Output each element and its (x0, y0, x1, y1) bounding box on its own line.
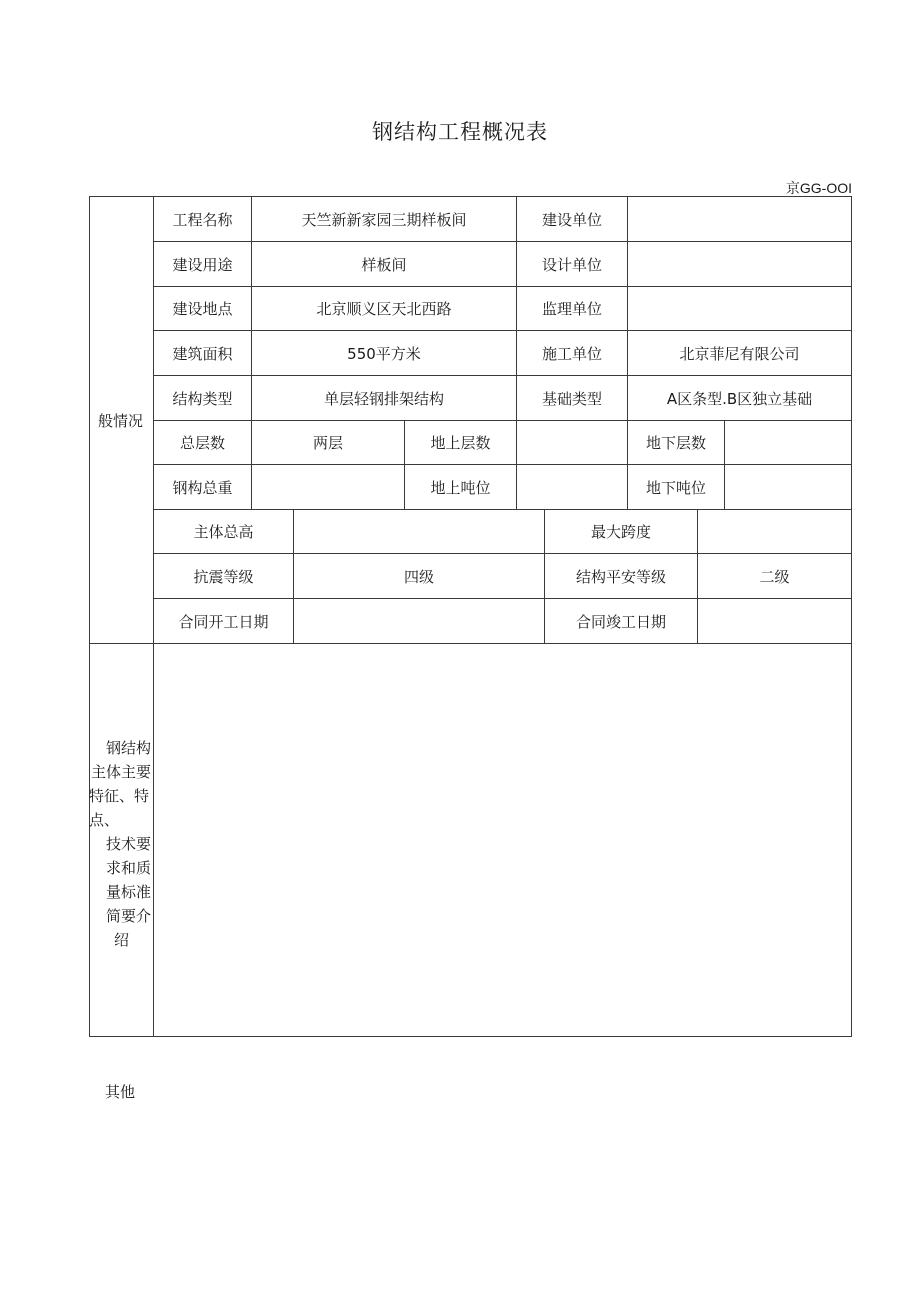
value-area[interactable]: 550平方米 (347, 344, 421, 363)
value-completion-date[interactable] (698, 599, 851, 643)
overview-table (89, 196, 852, 1037)
label-steel-weight: 钢构总重 (172, 478, 233, 497)
value-seismic-grade[interactable]: 四级 (403, 567, 434, 586)
value-above-floors[interactable] (517, 421, 627, 464)
label-seismic-grade: 抗震等级 (193, 567, 254, 586)
label-max-span: 最大跨度 (590, 523, 651, 541)
value-location[interactable]: 北京顺义区天北西路 (316, 300, 452, 318)
value-total-height[interactable] (294, 510, 544, 553)
label-total-floors: 总层数 (179, 434, 225, 452)
value-max-span[interactable] (698, 510, 851, 553)
label-area: 建筑面积 (172, 344, 233, 363)
label-structure-type: 结构类型 (172, 389, 233, 408)
label-above-floors: 地上层数 (430, 434, 491, 452)
page-title: 钢结构工程概况表 (372, 120, 548, 144)
value-designer[interactable] (628, 242, 851, 286)
label-completion-date: 合同竣工日期 (575, 612, 666, 631)
section-general-label: 般情况 (98, 412, 144, 430)
value-structure-type[interactable]: 单层轻钢排架结构 (323, 389, 444, 408)
value-foundation-type[interactable]: A区条型.B区独立基础 (666, 389, 813, 408)
label-contractor: 施工单位 (541, 344, 602, 363)
value-project-name[interactable]: 天竺新新家园三期样板间 (301, 210, 467, 229)
value-safety-grade[interactable]: 二级 (759, 567, 790, 586)
label-total-height: 主体总高 (193, 523, 254, 541)
label-location: 建设地点 (172, 300, 233, 318)
label-owner: 建设单位 (541, 210, 602, 229)
value-below-floors[interactable] (725, 421, 851, 464)
label-start-date: 合同开工日期 (178, 612, 269, 631)
value-start-date[interactable] (294, 599, 544, 643)
label-below-tonnage: 地下吨位 (645, 478, 706, 497)
label-project-name: 工程名称 (172, 210, 233, 229)
label-designer: 设计单位 (541, 255, 602, 274)
value-contractor[interactable]: 北京菲尼有限公司 (679, 344, 800, 363)
other-label: 其他 (105, 1083, 136, 1101)
label-safety-grade: 结构平安等级 (575, 567, 666, 586)
label-usage: 建设用途 (172, 255, 233, 274)
label-supervisor: 监理单位 (541, 300, 602, 318)
label-above-tonnage: 地上吨位 (430, 478, 491, 497)
value-steel-weight[interactable] (252, 465, 404, 509)
features-content-area[interactable] (154, 644, 851, 1036)
label-below-floors: 地下层数 (645, 434, 706, 452)
label-foundation-type: 基础类型 (541, 389, 602, 408)
value-total-floors[interactable]: 两层 (312, 434, 343, 452)
form-code: 京GG-OOI (785, 180, 852, 196)
value-above-tonnage[interactable] (517, 465, 627, 509)
value-owner[interactable] (628, 197, 851, 241)
value-usage[interactable]: 样板间 (361, 255, 407, 274)
value-below-tonnage[interactable] (725, 465, 851, 509)
value-supervisor[interactable] (628, 287, 851, 330)
section-features-label: 钢结构 主体主要 特征、特 点、 技术要 求和质 量标准 简要介 绍 (89, 739, 152, 949)
